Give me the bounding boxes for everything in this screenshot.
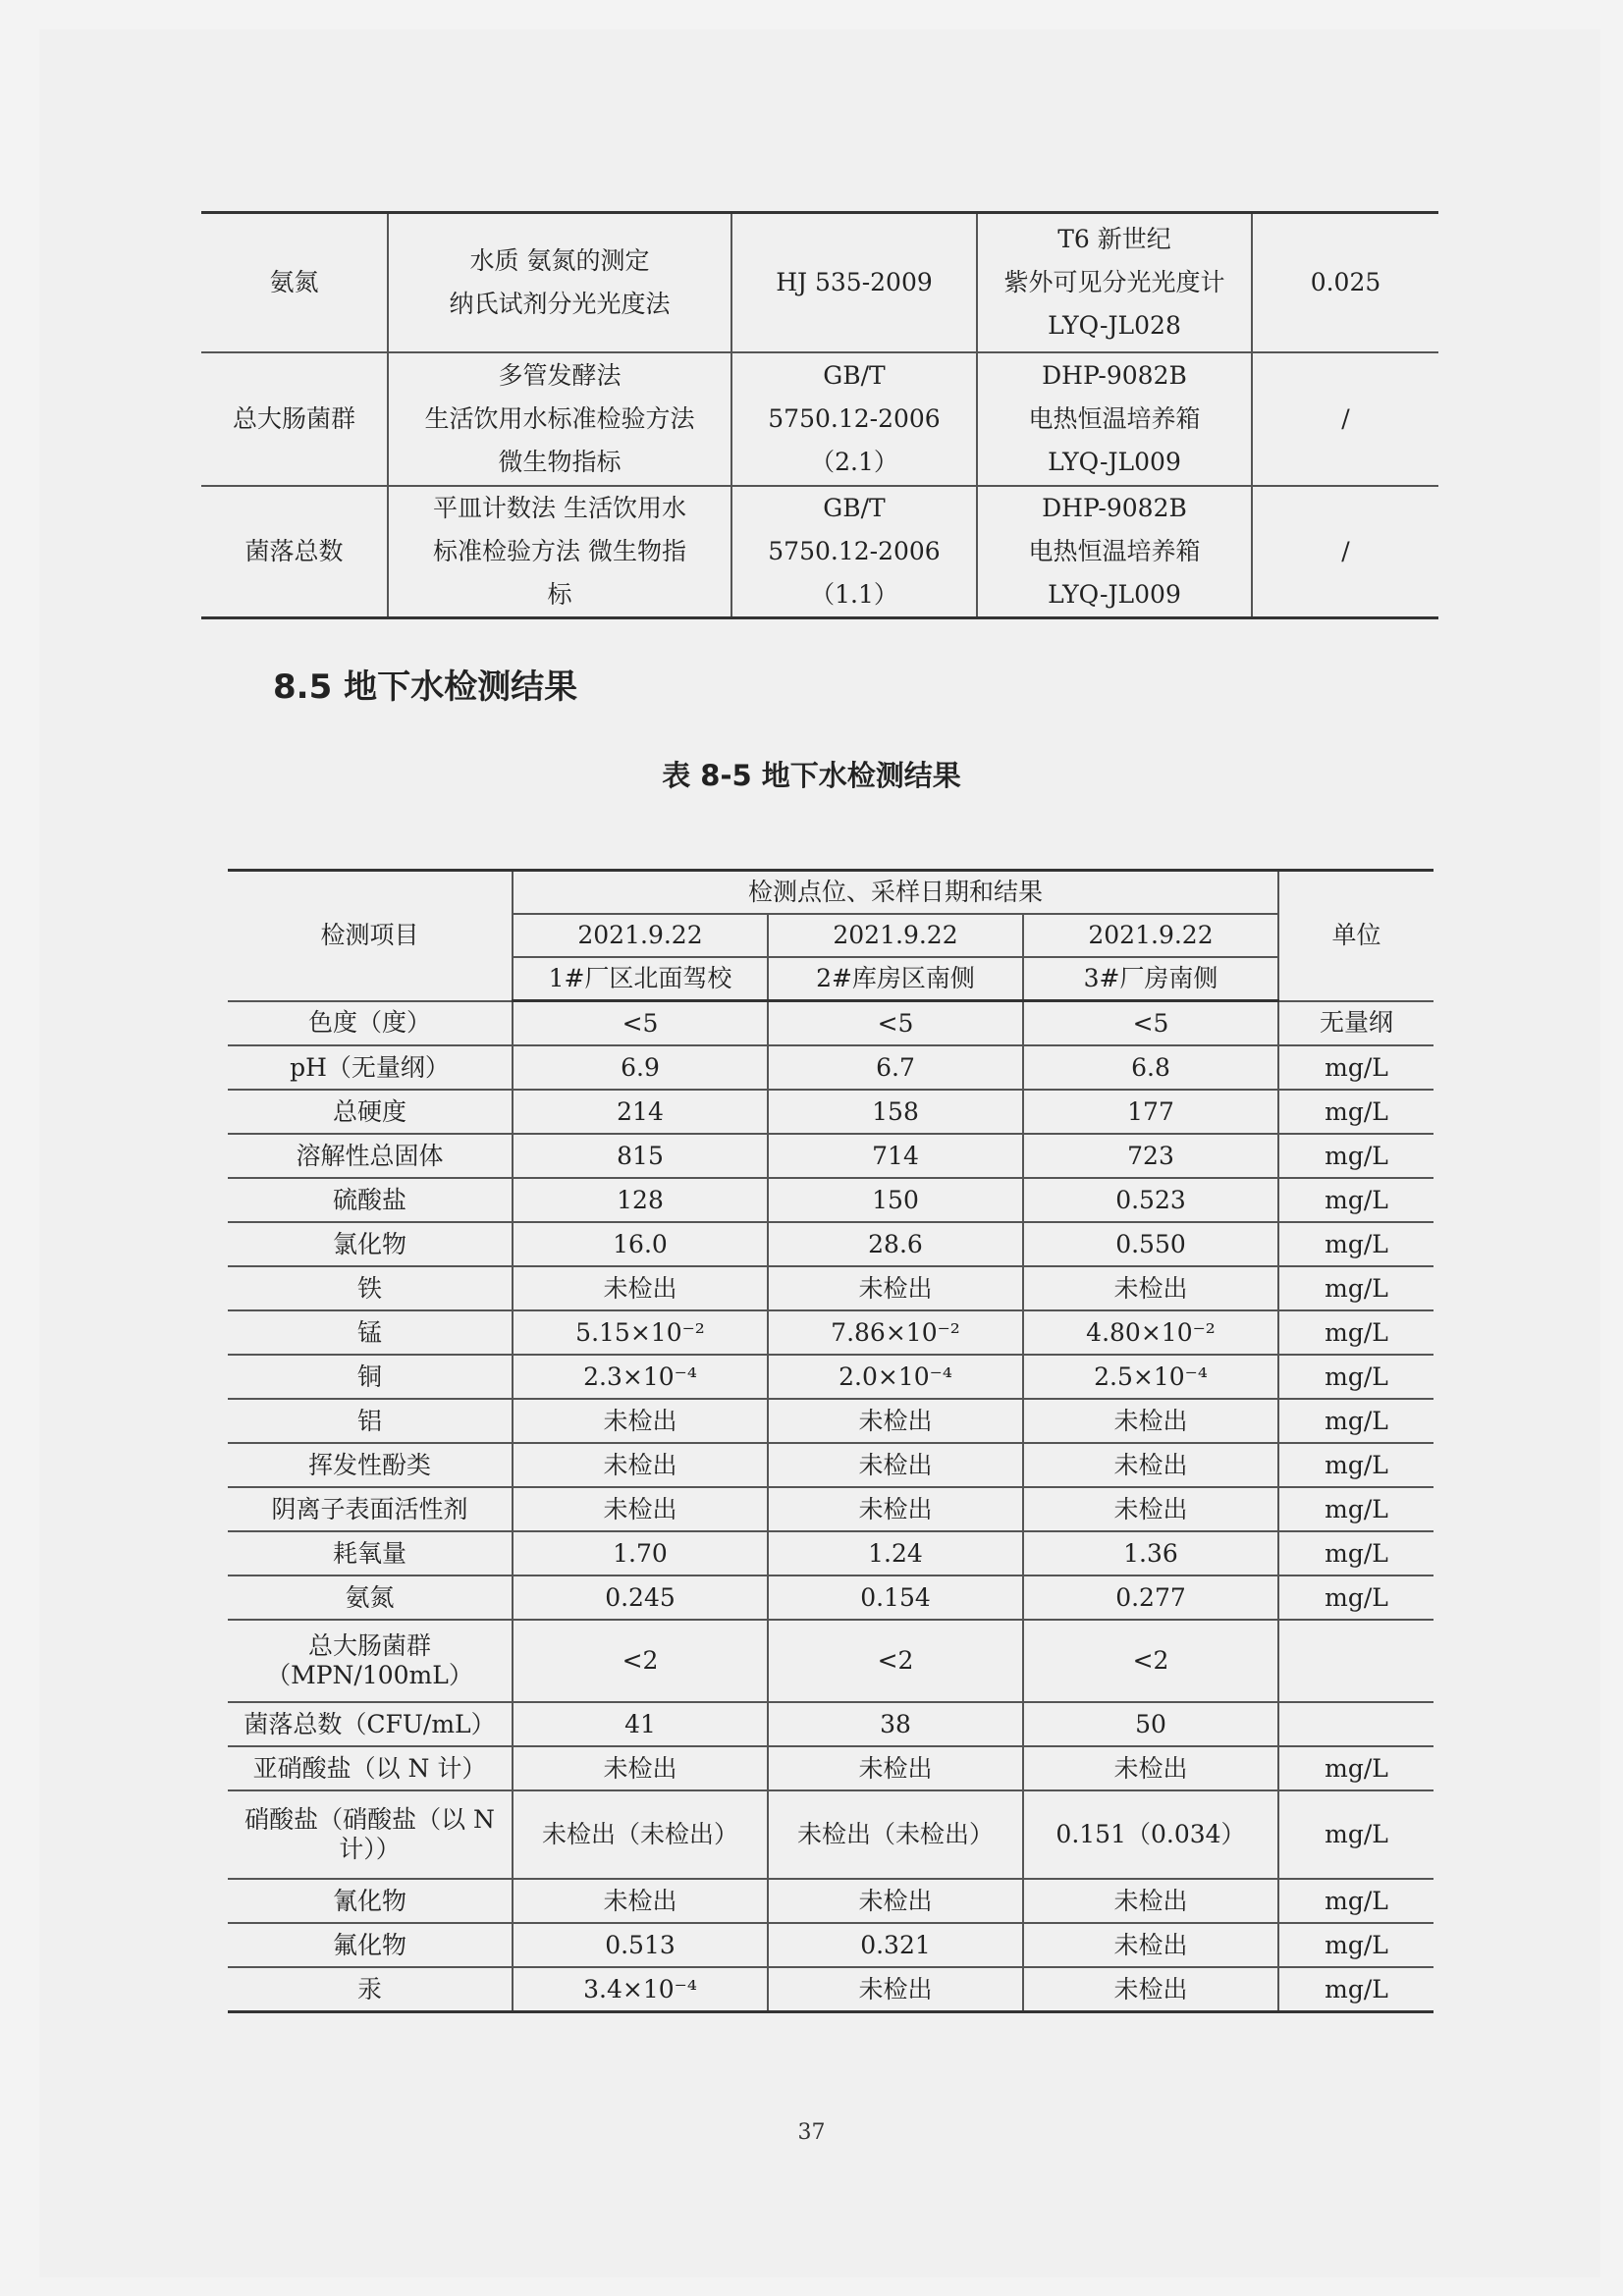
header-date: 2021.9.22	[513, 914, 768, 957]
value-cell: 未检出	[768, 1967, 1023, 2012]
standard-line: 5750.12-2006	[768, 404, 941, 433]
item-cell: 氯化物	[228, 1222, 513, 1266]
table-row	[228, 1310, 1434, 1355]
value-cell: 未检出	[1023, 1487, 1278, 1531]
value-cell: 未检出	[1023, 1746, 1278, 1790]
table-row	[228, 1531, 1434, 1575]
method-line: 多管发酵法	[498, 361, 622, 390]
value-cell: 0.154	[768, 1575, 1023, 1620]
table-caption: 表 8-5 地下水检测结果	[662, 759, 961, 792]
value-cell: 128	[513, 1178, 768, 1222]
value-cell: 未检出	[1023, 1443, 1278, 1487]
standard-line: （2.1）	[810, 448, 898, 476]
value-cell: 未检出	[1023, 1879, 1278, 1923]
value-cell: 4.80×10⁻²	[1023, 1310, 1278, 1355]
value-cell: 0.523	[1023, 1178, 1278, 1222]
item-cell: 阴离子表面活性剂	[228, 1487, 513, 1531]
limit-cell: 0.025	[1252, 213, 1438, 353]
section-title: 8.5 地下水检测结果	[273, 667, 578, 707]
value-cell: 0.277	[1023, 1575, 1278, 1620]
results-body	[228, 1001, 1434, 2012]
value-cell: 0.245	[513, 1575, 768, 1620]
method-line: 生活饮用水标准检验方法	[424, 404, 695, 433]
instrument-cell	[977, 352, 1252, 486]
header-group: 检测点位、采样日期和结果	[513, 871, 1278, 915]
table-row	[228, 1967, 1434, 2012]
method-table	[201, 211, 1438, 619]
method-line: 标	[547, 580, 572, 609]
method-cell	[388, 213, 731, 353]
page-number: 37	[797, 2120, 826, 2145]
value-cell: <2	[1023, 1620, 1278, 1702]
unit-cell: mg/L	[1278, 1266, 1434, 1310]
unit-cell: mg/L	[1278, 1090, 1434, 1134]
table-row	[228, 1790, 1434, 1879]
value-cell: 177	[1023, 1090, 1278, 1134]
value-cell: 723	[1023, 1134, 1278, 1178]
limit-cell: /	[1252, 352, 1438, 486]
value-cell: 6.7	[768, 1045, 1023, 1090]
table-row	[228, 1879, 1434, 1923]
value-cell: 7.86×10⁻²	[768, 1310, 1023, 1355]
unit-cell: mg/L	[1278, 1222, 1434, 1266]
unit-cell: mg/L	[1278, 1790, 1434, 1879]
value-cell: 150	[768, 1178, 1023, 1222]
value-cell: <2	[768, 1620, 1023, 1702]
item-cell: 总硬度	[228, 1090, 513, 1134]
table-row	[228, 1746, 1434, 1790]
item-cell: 氨氮	[201, 213, 388, 353]
instrument-line: 电热恒温培养箱	[1028, 537, 1201, 565]
table-row	[228, 1399, 1434, 1443]
standard-line: 5750.12-2006	[768, 537, 941, 565]
value-cell: 1.36	[1023, 1531, 1278, 1575]
unit-cell: mg/L	[1278, 1923, 1434, 1967]
table-row	[228, 1266, 1434, 1310]
header-site: 1#厂区北面驾校	[513, 957, 768, 1001]
value-cell: <5	[1023, 1001, 1278, 1046]
value-cell: 214	[513, 1090, 768, 1134]
value-cell: 未检出	[513, 1879, 768, 1923]
value-cell: 未检出	[1023, 1967, 1278, 2012]
item-cell: 铝	[228, 1399, 513, 1443]
method-line: 平皿计数法 生活饮用水	[433, 494, 686, 522]
header-item: 检测项目	[228, 871, 513, 1001]
table-row	[228, 1487, 1434, 1531]
method-line: 微生物指标	[498, 448, 622, 476]
value-cell: 714	[768, 1134, 1023, 1178]
value-cell: 815	[513, 1134, 768, 1178]
value-cell: 未检出	[513, 1746, 768, 1790]
method-row	[201, 486, 1438, 618]
standard-cell	[731, 486, 977, 618]
method-line: 纳氏试剂分光光度法	[449, 290, 671, 318]
item-cell: 菌落总数（CFU/mL）	[228, 1702, 513, 1746]
item-cell: 亚硝酸盐（以 N 计）	[228, 1746, 513, 1790]
unit-cell: mg/L	[1278, 1575, 1434, 1620]
instrument-line: LYQ-JL009	[1048, 448, 1181, 476]
table-row	[228, 1045, 1434, 1090]
unit-cell: mg/L	[1278, 1443, 1434, 1487]
header-site: 2#库房区南侧	[768, 957, 1023, 1001]
unit-cell: mg/L	[1278, 1045, 1434, 1090]
unit-cell: mg/L	[1278, 1399, 1434, 1443]
value-cell: 2.3×10⁻⁴	[513, 1355, 768, 1399]
table-row	[228, 1090, 1434, 1134]
unit-cell: mg/L	[1278, 1746, 1434, 1790]
value-cell: 16.0	[513, 1222, 768, 1266]
item-cell: 硝酸盐（硝酸盐（以 N 计））	[228, 1790, 513, 1879]
item-cell: 氟化物	[228, 1923, 513, 1967]
instrument-cell	[977, 213, 1252, 353]
instrument-line: LYQ-JL028	[1048, 311, 1181, 340]
item-cell: 菌落总数	[201, 486, 388, 618]
table-row	[228, 1355, 1434, 1399]
table-row	[228, 1178, 1434, 1222]
value-cell: 未检出	[1023, 1399, 1278, 1443]
table-row	[228, 1702, 1434, 1746]
item-cell: 硫酸盐	[228, 1178, 513, 1222]
value-cell: 未检出	[768, 1746, 1023, 1790]
value-cell: 0.321	[768, 1923, 1023, 1967]
unit-cell: mg/L	[1325, 1974, 1388, 2003]
value-cell: 2.0×10⁻⁴	[768, 1355, 1023, 1399]
item-cell: 铜	[228, 1355, 513, 1399]
item-cell: 锰	[228, 1310, 513, 1355]
value-cell: 未检出	[768, 1487, 1023, 1531]
standard-line: （1.1）	[810, 580, 898, 609]
header-date: 2021.9.22	[768, 914, 1023, 957]
value-cell: 6.9	[513, 1045, 768, 1090]
value-cell: 未检出（未检出）	[768, 1790, 1023, 1879]
results-table	[228, 869, 1434, 2013]
item-cell: 铁	[228, 1266, 513, 1310]
value-cell: 未检出	[768, 1266, 1023, 1310]
unit-cell: mg/L	[1278, 1134, 1434, 1178]
unit-cell: mg/L	[1278, 1355, 1434, 1399]
method-line: 水质 氨氮的测定	[469, 246, 650, 275]
table-row	[228, 1222, 1434, 1266]
item-cell: 色度（度）	[228, 1001, 513, 1046]
table-row	[228, 1620, 1434, 1702]
unit-cell: mg/L	[1278, 1879, 1434, 1923]
standard-line: GB/T	[823, 494, 886, 522]
value-cell: 6.8	[1023, 1045, 1278, 1090]
method-row	[201, 352, 1438, 486]
header-unit: 单位	[1278, 871, 1434, 1001]
method-cell	[388, 486, 731, 618]
unit-cell	[1278, 1702, 1434, 1746]
item-cell: 汞	[228, 1967, 513, 2012]
instrument-line: DHP-9082B	[1042, 361, 1187, 390]
value-cell: 未检出	[1023, 1266, 1278, 1310]
method-row	[201, 213, 1438, 353]
item-cell: 氰化物	[228, 1879, 513, 1923]
standard-cell	[731, 352, 977, 486]
standard-line: HJ 535-2009	[776, 268, 933, 296]
value-cell: <5	[513, 1001, 768, 1046]
value-cell: 0.151（0.034）	[1023, 1790, 1278, 1879]
value-cell: 5.15×10⁻²	[513, 1310, 768, 1355]
value-cell: <5	[768, 1001, 1023, 1046]
item-cell: 总大肠菌群	[201, 352, 388, 486]
item-cell: 氨氮	[228, 1575, 513, 1620]
value-cell: 1.70	[513, 1531, 768, 1575]
method-line: 标准检验方法 微生物指	[433, 537, 686, 565]
header-row	[228, 871, 1434, 915]
unit-cell: mg/L	[1278, 1310, 1434, 1355]
item-cell: 挥发性酚类	[228, 1443, 513, 1487]
unit-cell: mg/L	[1278, 1531, 1434, 1575]
unit-cell: 无量纲	[1278, 1001, 1434, 1046]
instrument-line: 电热恒温培养箱	[1028, 404, 1201, 433]
instrument-line: LYQ-JL009	[1048, 580, 1181, 609]
unit-cell	[1278, 1620, 1434, 1702]
standard-line: GB/T	[823, 361, 886, 390]
unit-cell: mg/L	[1278, 1178, 1434, 1222]
item-cell: 总大肠菌群（MPN/100mL）	[228, 1620, 513, 1702]
standard-cell	[731, 213, 977, 353]
table-row	[228, 1001, 1434, 1046]
item-cell: 耗氧量	[228, 1531, 513, 1575]
header-site: 3#厂房南侧	[1023, 957, 1278, 1001]
item-cell: pH（无量纲）	[228, 1045, 513, 1090]
value-cell: 1.24	[768, 1531, 1023, 1575]
table-row	[228, 1923, 1434, 1967]
value-cell: 未检出	[1023, 1923, 1278, 1967]
value-cell: 未检出	[513, 1399, 768, 1443]
table-row	[228, 1443, 1434, 1487]
value-cell: 未检出	[513, 1266, 768, 1310]
instrument-cell	[977, 486, 1252, 618]
limit-cell: /	[1341, 537, 1350, 565]
table-row	[228, 1575, 1434, 1620]
value-cell: 158	[768, 1090, 1023, 1134]
method-cell	[388, 352, 731, 486]
item-cell: 溶解性总固体	[228, 1134, 513, 1178]
instrument-line: DHP-9082B	[1042, 494, 1187, 522]
value-cell: 未检出	[513, 1443, 768, 1487]
value-cell: 50	[1023, 1702, 1278, 1746]
unit-cell: mg/L	[1278, 1487, 1434, 1531]
value-cell: 未检出	[768, 1399, 1023, 1443]
value-cell: 未检出（未检出）	[513, 1790, 768, 1879]
instrument-line: T6 新世纪	[1057, 225, 1171, 253]
value-cell: 2.5×10⁻⁴	[1023, 1355, 1278, 1399]
value-cell: 0.513	[513, 1923, 768, 1967]
value-cell: 38	[768, 1702, 1023, 1746]
value-cell: 3.4×10⁻⁴	[513, 1967, 768, 2012]
value-cell: <2	[513, 1620, 768, 1702]
header-date: 2021.9.22	[1023, 914, 1278, 957]
value-cell: 28.6	[768, 1222, 1023, 1266]
table-row	[228, 1134, 1434, 1178]
value-cell: 未检出	[768, 1879, 1023, 1923]
value-cell: 未检出	[768, 1443, 1023, 1487]
instrument-line: 紫外可见分光光度计	[1003, 268, 1225, 296]
value-cell: 未检出	[513, 1487, 768, 1531]
value-cell: 0.550	[1023, 1222, 1278, 1266]
value-cell: 41	[513, 1702, 768, 1746]
